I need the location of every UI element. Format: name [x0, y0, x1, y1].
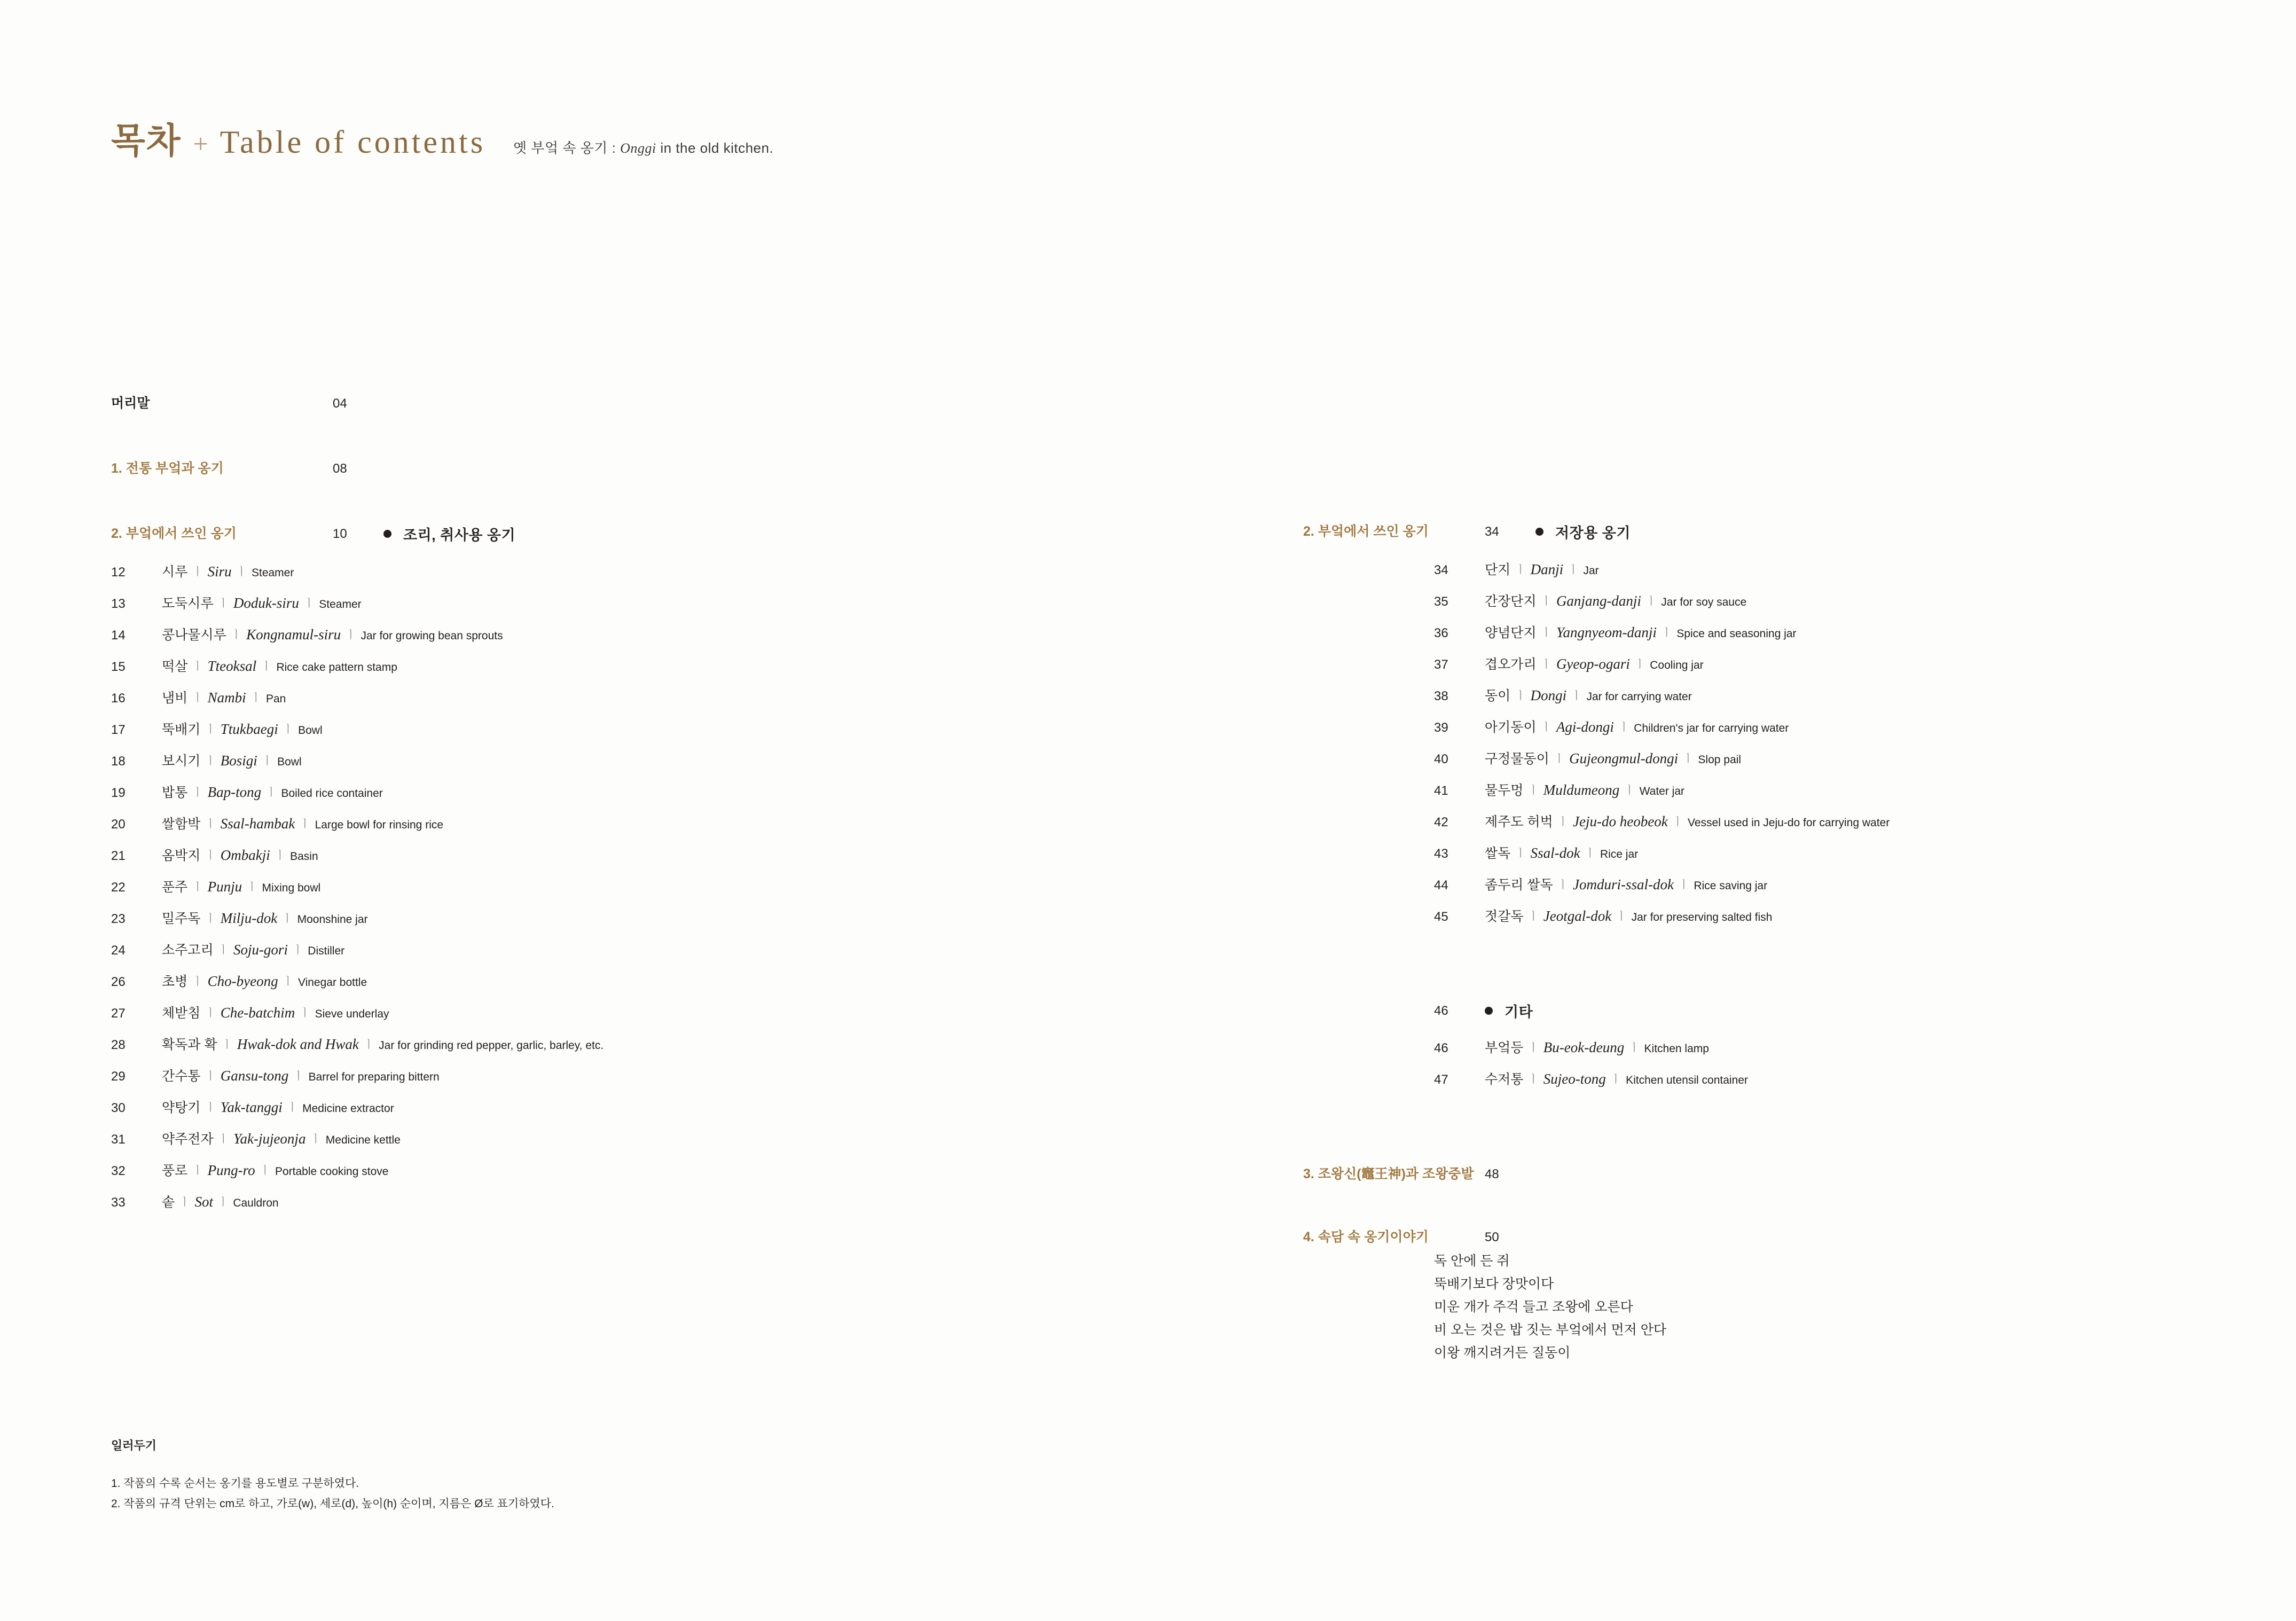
list-item: 이왕 깨지려거든 질동이: [1434, 1345, 1571, 1360]
toc-entry-section-2[interactable]: [111, 523, 1158, 544]
item-page: 41: [1434, 784, 1448, 798]
item-text: 물두멍 ㅣ Muldumeong ㅣ Water jar: [1485, 782, 1684, 798]
item-page: 44: [1434, 878, 1448, 892]
item-text: 겹오가리 ㅣ Gyeop-ogari ㅣ Cooling jar: [1485, 656, 1704, 672]
list-item[interactable]: [111, 876, 1158, 908]
group-cooking-vessels: [383, 523, 515, 544]
list-item[interactable]: [111, 908, 1158, 939]
item-text: 푼주 ㅣ Punju ㅣ Mixing bowl: [162, 879, 321, 895]
item-page: 32: [111, 1164, 126, 1178]
subtitle-italic: Onggi: [620, 140, 656, 156]
subtitle-prefix: 옛 부엌 속 옹기 :: [513, 140, 621, 156]
group-title-storage: 저장용 옹기: [1555, 525, 1631, 541]
item-text: 시루 ㅣ Siru ㅣ Steamer: [162, 563, 294, 580]
item-text: 젓갈독 ㅣ Jeotgal-dok ㅣ Jar for preserving salted fish: [1485, 908, 1773, 924]
section2-page-right: 34: [1485, 524, 1499, 539]
item-page: 15: [111, 660, 126, 674]
item-text: 좀두리 쌀독 ㅣ Jomduri-ssal-dok ㅣ Rice saving jar: [1485, 876, 1768, 892]
list-item[interactable]: [1303, 559, 2211, 591]
page-title-korean: 목차: [111, 122, 182, 161]
item-page: 47: [1434, 1072, 1448, 1087]
bullet-icon: [1535, 528, 1543, 536]
page-header: [111, 112, 773, 163]
item-page: 18: [111, 754, 126, 769]
list-item[interactable]: [1303, 874, 2211, 906]
list-item[interactable]: [111, 939, 1158, 971]
item-text: 도둑시루 ㅣ Doduk-siru ㅣ Steamer: [162, 595, 362, 611]
list-item[interactable]: [111, 1129, 1158, 1160]
item-page: 36: [1434, 626, 1448, 640]
item-page: 31: [111, 1132, 126, 1147]
item-page: 13: [111, 597, 126, 611]
toc-column-left: [111, 393, 1158, 1223]
page-title-english: Table of contents: [220, 124, 486, 160]
list-item: 미운 개가 주걱 들고 조왕에 오른다: [1434, 1299, 1633, 1314]
list-item[interactable]: [1303, 748, 2211, 780]
list-item[interactable]: [1303, 591, 2211, 622]
toc-entry-section-2-cont[interactable]: [1303, 521, 2211, 542]
list-item[interactable]: [1303, 654, 2211, 685]
item-page: 40: [1434, 752, 1448, 766]
list-item: 독 안에 든 쥐: [1434, 1254, 1510, 1268]
toc-column-right: [1303, 521, 2211, 1365]
item-text: 밀주독 ㅣ Milju-dok ㅣ Moonshine jar: [162, 910, 368, 926]
group-storage-vessels: [1535, 521, 1631, 542]
notes-line: 2. 작품의 규격 단위는 cm로 하고, 가로(w), 세로(d), 높이(h) 순이며, 지름은 Ø로 표기하였다.: [111, 1498, 554, 1510]
list-item[interactable]: [1303, 717, 2211, 748]
item-page: 29: [111, 1069, 126, 1084]
item-page: 43: [1434, 847, 1448, 861]
item-page: 39: [1434, 721, 1448, 735]
item-page: 34: [1434, 563, 1448, 577]
section1-page: 08: [333, 461, 347, 476]
toc-entry-etc[interactable]: [1303, 1000, 2211, 1021]
item-page: 33: [111, 1195, 126, 1210]
item-text: 간수통 ㅣ Gansu-tong ㅣ Barrel for preparing bittern: [162, 1068, 440, 1084]
item-page: 26: [111, 975, 126, 989]
list-item[interactable]: [1303, 1037, 2211, 1069]
item-page: 24: [111, 943, 126, 958]
list-item[interactable]: [111, 624, 1158, 656]
item-text: 구정물동이 ㅣ Gujeongmul-dongi ㅣ Slop pail: [1485, 750, 1741, 766]
item-text: 간장단지 ㅣ Ganjang-danji ㅣ Jar for soy sauce: [1485, 593, 1747, 609]
list-item[interactable]: [1303, 906, 2211, 937]
item-text: 보시기 ㅣ Bosigi ㅣ Bowl: [162, 753, 302, 769]
item-text: 약탕기 ㅣ Yak-tanggi ㅣ Medicine extractor: [162, 1099, 394, 1115]
list-item[interactable]: [1303, 780, 2211, 811]
section4-page: 50: [1485, 1230, 1499, 1244]
preface-page: 04: [333, 396, 347, 411]
list-item[interactable]: [111, 1097, 1158, 1129]
editorial-notes: [111, 1437, 554, 1514]
item-page: 16: [111, 691, 126, 706]
item-text: 떡살 ㅣ Tteoksal ㅣ Rice cake pattern stamp: [162, 658, 397, 674]
item-text: 아기동이 ㅣ Agi-dongi ㅣ Children's jar for carrying water: [1485, 719, 1789, 735]
item-page: 35: [1434, 594, 1448, 609]
list-item[interactable]: [111, 1160, 1158, 1192]
toc-entry-section-3[interactable]: [1303, 1163, 2211, 1183]
item-page: 37: [1434, 657, 1448, 672]
toc-entry-section-4[interactable]: [1303, 1226, 2211, 1246]
item-page: 27: [111, 1006, 126, 1021]
list-item[interactable]: [1303, 811, 2211, 843]
subtitle-suffix: in the old kitchen.: [656, 140, 774, 156]
etc-page: 46: [1434, 1004, 1448, 1018]
list-item: 뚝배기보다 장맛이다: [1434, 1277, 1554, 1291]
list-item: 비 오는 것은 밥 짓는 부엌에서 먼저 안다: [1434, 1322, 1667, 1337]
item-text: 냄비 ㅣ Nambi ㅣ Pan: [162, 690, 286, 706]
item-text: 수저통 ㅣ Sujeo-tong ㅣ Kitchen utensil container: [1485, 1071, 1748, 1087]
toc-entry-section-1[interactable]: [111, 458, 1158, 477]
list-item[interactable]: [1303, 843, 2211, 874]
list-item[interactable]: [111, 561, 1158, 593]
item-page: 46: [1434, 1041, 1448, 1055]
item-text: 밥통 ㅣ Bap-tong ㅣ Boiled rice container: [162, 784, 383, 800]
item-page: 17: [111, 723, 126, 737]
item-page: 21: [111, 849, 126, 863]
item-page: 19: [111, 786, 126, 800]
list-item[interactable]: [1303, 1069, 2211, 1100]
list-item[interactable]: [1303, 685, 2211, 717]
list-item[interactable]: [111, 813, 1158, 845]
item-page: 12: [111, 565, 126, 580]
notes-line: 1. 작품의 수록 순서는 옹기를 용도별로 구분하였다.: [111, 1477, 359, 1490]
list-item[interactable]: [111, 719, 1158, 750]
list-item[interactable]: [111, 750, 1158, 782]
section3-label: 3. 조왕신(竈王神)과 조왕중발: [1303, 1166, 1474, 1181]
item-text: 뚝배기 ㅣ Ttukbaegi ㅣ Bowl: [162, 721, 323, 737]
item-text: 양념단지 ㅣ Yangnyeom-danji ㅣ Spice and seasoning jar: [1485, 624, 1797, 640]
item-text: 솥 ㅣ Sot ㅣ Cauldron: [162, 1194, 279, 1210]
list-item[interactable]: [111, 593, 1158, 624]
item-text: 옴박지 ㅣ Ombakji ㅣ Basin: [162, 847, 318, 863]
group-title-cooking: 조리, 취사용 옹기: [403, 527, 516, 543]
item-text: 체받침 ㅣ Che-batchim ㅣ Sieve underlay: [162, 1005, 389, 1021]
item-text: 부엌등 ㅣ Bu-eok-deung ㅣ Kitchen lamp: [1485, 1039, 1709, 1055]
list-item[interactable]: [111, 1192, 1158, 1223]
list-item[interactable]: [111, 656, 1158, 687]
item-page: 30: [111, 1101, 126, 1115]
list-item[interactable]: [111, 782, 1158, 813]
section2-label-right: 2. 부엌에서 쓰인 옹기: [1303, 524, 1429, 539]
section2-page: 10: [333, 527, 347, 541]
item-text: 풍로 ㅣ Pung-ro ㅣ Portable cooking stove: [162, 1162, 389, 1178]
list-item[interactable]: [111, 1066, 1158, 1097]
item-page: 38: [1434, 689, 1448, 703]
page-subtitle: [513, 137, 773, 157]
item-text: 확독과 확 ㅣ Hwak-dok and Hwak ㅣ Jar for grinding red pepper, garlic, barley, etc.: [162, 1036, 604, 1052]
group-etc: [1485, 1000, 1533, 1021]
bullet-icon: [1485, 1007, 1493, 1015]
item-page: 45: [1434, 910, 1448, 924]
group-title-etc: 기타: [1504, 1004, 1533, 1020]
plus-glyph: +: [193, 129, 208, 159]
item-text: 제주도 허벅 ㅣ Jeju-do heobeok ㅣ Vessel used in Jeju-do for carrying water: [1485, 813, 1890, 829]
proverb-list: [1434, 1250, 2211, 1365]
list-item[interactable]: [1303, 622, 2211, 654]
item-text: 약주전자 ㅣ Yak-jujeonja ㅣ Medicine kettle: [162, 1131, 401, 1147]
item-text: 콩나물시루 ㅣ Kongnamul-siru ㅣ Jar for growing bean sprouts: [162, 627, 503, 643]
item-page: 23: [111, 912, 126, 926]
item-text: 쌀독 ㅣ Ssal-dok ㅣ Rice jar: [1485, 845, 1639, 861]
section1-label: 1. 전통 부엌과 옹기: [111, 461, 224, 476]
preface-label: 머리말: [111, 396, 150, 411]
list-item[interactable]: [111, 1034, 1158, 1066]
notes-title: 일러두기: [111, 1439, 157, 1452]
item-text: 초병 ㅣ Cho-byeong ㅣ Vinegar bottle: [162, 973, 367, 989]
section3-page: 48: [1485, 1167, 1499, 1181]
item-text: 쌀함박 ㅣ Ssal-hambak ㅣ Large bowl for rinsing rice: [162, 816, 444, 832]
bullet-icon: [383, 530, 391, 538]
item-page: 42: [1434, 815, 1448, 829]
list-item[interactable]: [111, 687, 1158, 719]
item-page: 20: [111, 817, 126, 832]
item-text: 소주고리 ㅣ Soju-gori ㅣ Distiller: [162, 942, 345, 958]
list-item[interactable]: [111, 845, 1158, 876]
list-item[interactable]: [111, 1003, 1158, 1034]
item-page: 14: [111, 628, 126, 643]
list-item[interactable]: [111, 971, 1158, 1003]
item-text: 단지 ㅣ Danji ㅣ Jar: [1485, 561, 1599, 577]
item-page: 22: [111, 880, 126, 895]
section2-label: 2. 부엌에서 쓰인 옹기: [111, 526, 237, 541]
toc-entry-preface[interactable]: [111, 393, 1158, 412]
item-page: 28: [111, 1038, 126, 1052]
item-text: 동이 ㅣ Dongi ㅣ Jar for carrying water: [1485, 687, 1692, 703]
section4-label: 4. 속담 속 옹기이야기: [1303, 1230, 1429, 1244]
